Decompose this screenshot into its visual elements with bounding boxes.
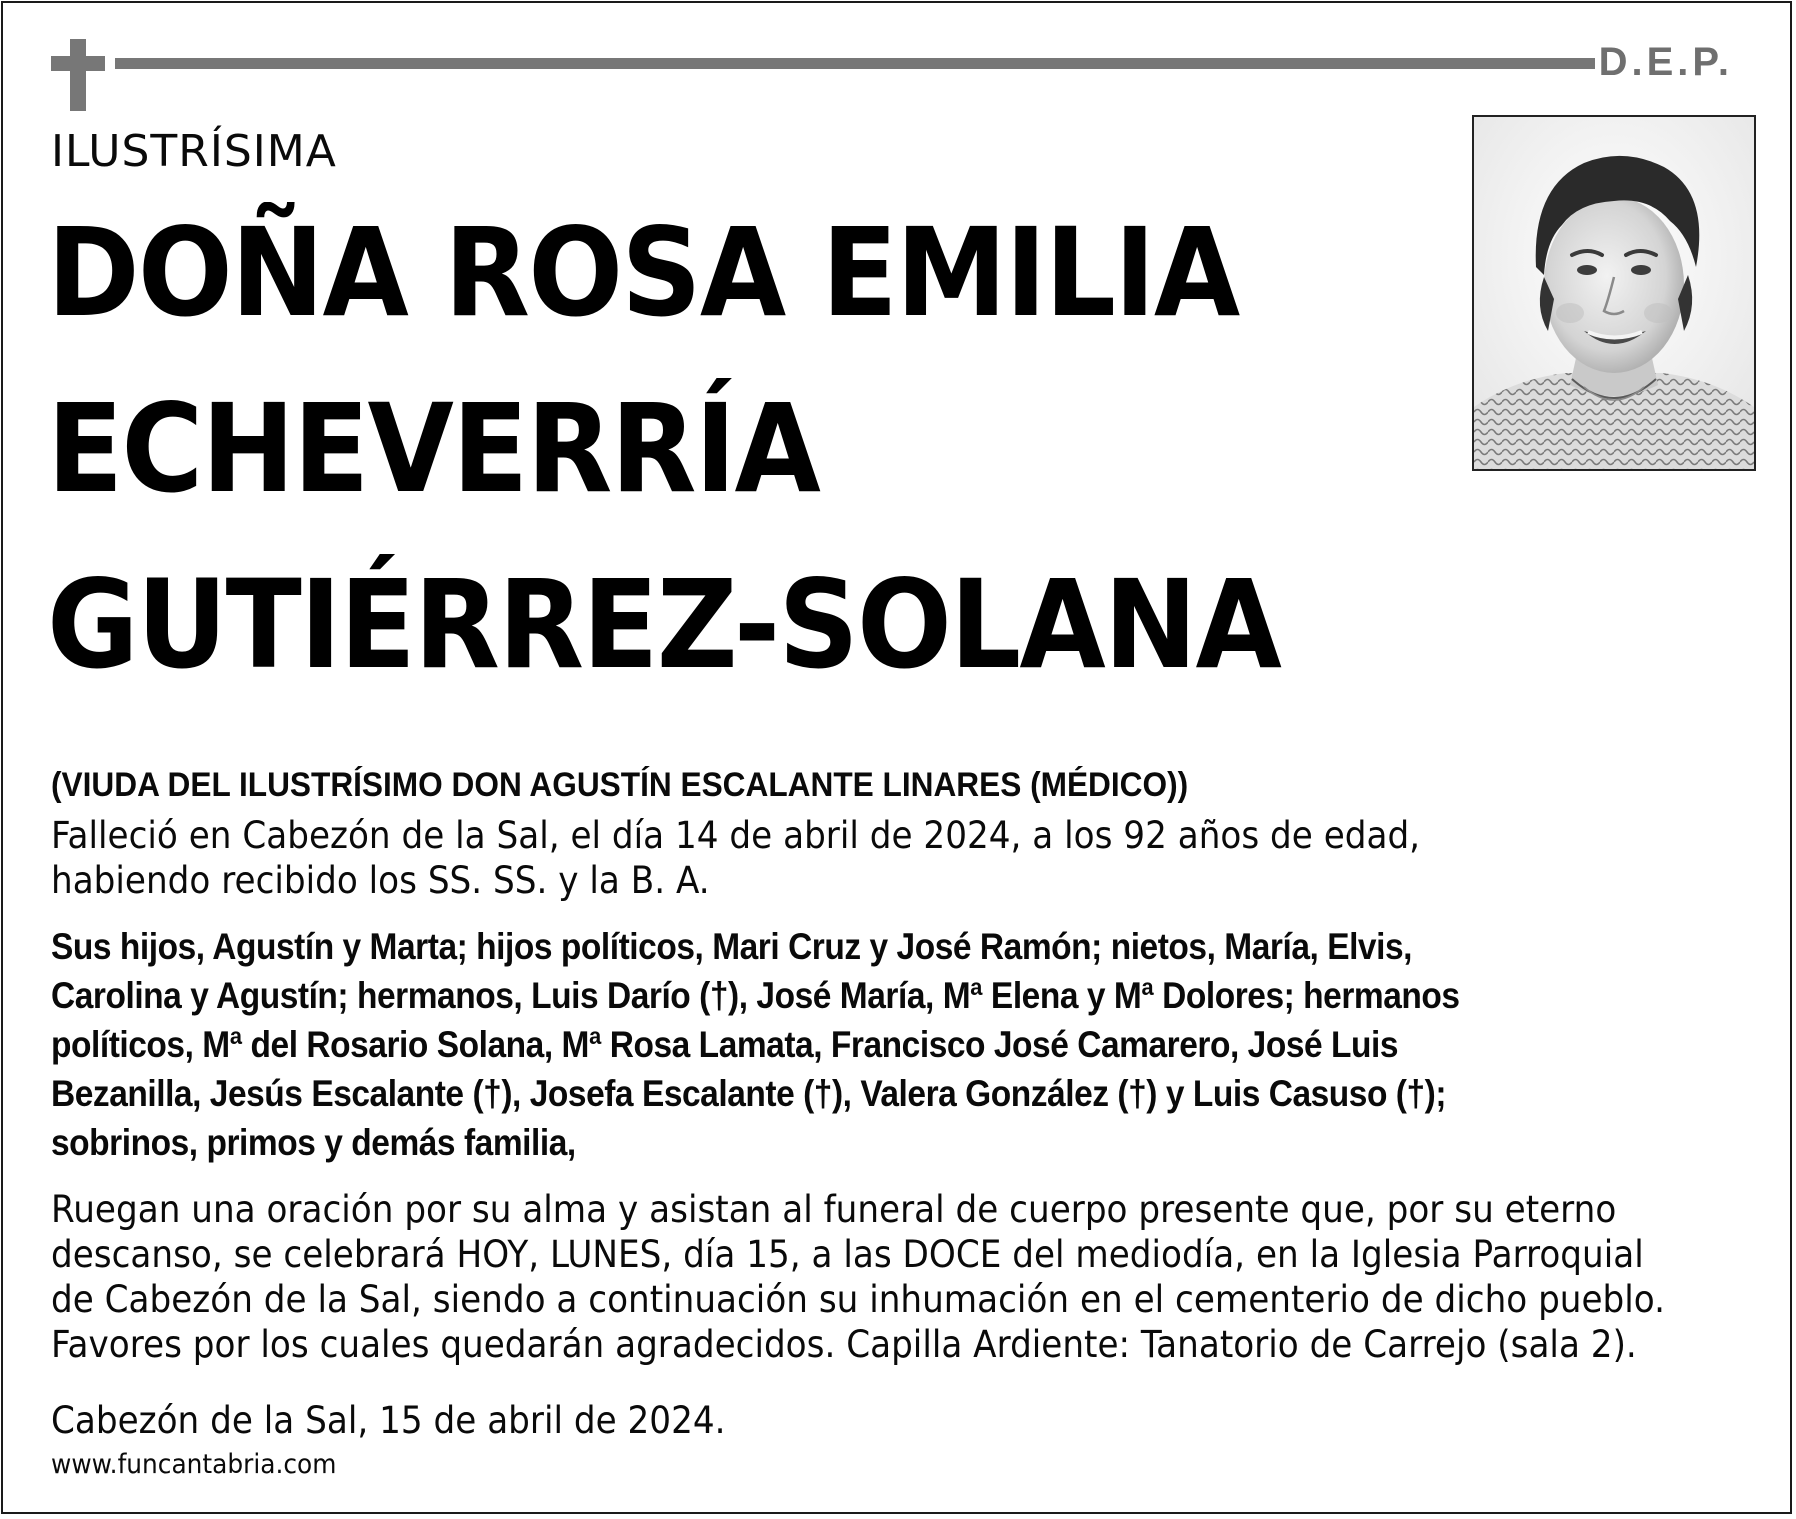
portrait-photo [1472, 115, 1756, 471]
place-date: Cabezón de la Sal, 15 de abril de 2024. [51, 1399, 726, 1442]
funeral-line: Ruegan una oración por su alma y asistan al funeral de cuerpo presente que, por su eterno [51, 1188, 1617, 1231]
honorific: ILUSTRÍSIMA [51, 126, 337, 177]
family-line: Carolina y Agustín; hermanos, Luis Darío (†), José María, Mª Elena y Mª Dolores; hermanos [51, 975, 1460, 1016]
top-rule [115, 58, 1595, 69]
family-line: sobrinos, primos y demás familia, [51, 1122, 576, 1163]
dep-label: D.E.P. [1598, 40, 1733, 84]
funeral-line: de Cabezón de la Sal, siendo a continuación su inhumación en el cementerio de dicho pueblo. [51, 1278, 1666, 1321]
name-line-3: GUTIÉRREZ-SOLANA [47, 554, 1281, 696]
family-list [51, 922, 1590, 1167]
death-notice-line: habiendo recibido los SS. SS. y la B. A. [51, 859, 710, 902]
funeral-line: Favores por los cuales quedarán agradecidos. Capilla Ardiente: Tanatorio de Carrejo (sala 2). [51, 1323, 1637, 1366]
family-line: Bezanilla, Jesús Escalante (†), Josefa Escalante (†), Valera González (†) y Luis Casuso (†); [51, 1073, 1447, 1114]
widow-line: (VIUDA DEL ILUSTRÍSIMO DON AGUSTÍN ESCALANTE LINARES (MÉDICO)) [51, 766, 1189, 804]
website-link[interactable]: www.funcantabria.com [51, 1449, 337, 1480]
death-notice [51, 813, 1624, 903]
name-line-1: DOÑA ROSA EMILIA [47, 202, 1239, 344]
family-line: políticos, Mª del Rosario Solana, Mª Rosa Lamata, Francisco José Camarero, José Luis [51, 1024, 1399, 1065]
portrait-image [1474, 117, 1754, 469]
obituary-frame [1, 1, 1792, 1514]
death-notice-line: Falleció en Cabezón de la Sal, el día 14 de abril de 2024, a los 92 años de edad, [51, 814, 1421, 857]
funeral-notice [51, 1187, 1666, 1367]
funeral-line: descanso, se celebrará HOY, LUNES, día 15, a las DOCE del mediodía, en la Iglesia Parroquial [51, 1233, 1644, 1276]
cross-icon [51, 39, 105, 111]
name-line-2: ECHEVERRÍA [47, 378, 820, 520]
family-line: Sus hijos, Agustín y Marta; hijos políticos, Mari Cruz y José Ramón; nietos, María, Elvis, [51, 926, 1412, 967]
